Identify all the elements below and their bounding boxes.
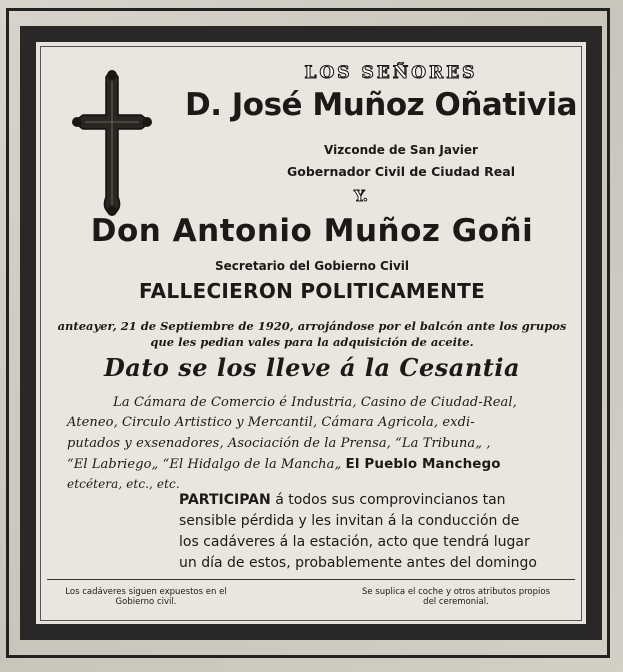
ornate-cross-icon xyxy=(71,67,153,217)
participan-line-4: un día de estos, probablemente antes del domingo xyxy=(179,555,537,571)
signatories-line-5: etcétera, etc., etc. xyxy=(67,477,180,491)
footer-left-note: Los cadáveres siguen expuestos en el Gobierno civil. xyxy=(65,587,227,607)
signatories-line-2: Ateneo, Circulo Artistico y Mercantil, Cámara Agricola, exdi- xyxy=(67,415,475,430)
circumstance-line-1: anteayer, 21 de Septiembre de 1920, arrojándose por el balcón ante los grupos xyxy=(57,319,567,333)
participan-line-1-rest: á todos sus comprovincianos tan xyxy=(275,492,506,508)
participan-line-3: los cadáveres á la estación, acto que tendrá lugar xyxy=(179,534,530,550)
headline: FALLECIERON POLITICAMENTE xyxy=(138,279,486,303)
person1-title-vizconde: Vizconde de San Javier xyxy=(324,143,478,157)
person2-name: Don Antonio Muñoz Goñi xyxy=(90,213,534,249)
person1-title-gobernador: Gobernador Civil de Ciudad Real xyxy=(287,164,515,179)
obituary-notice xyxy=(40,46,582,621)
signatories-line-4 xyxy=(67,456,563,472)
participan-line-2: sensible pérdida y les invitan á la conducción de xyxy=(179,513,520,529)
participan-line-1 xyxy=(179,492,563,508)
participan-word: PARTICIPAN xyxy=(179,492,271,508)
conjunction-y: Y. xyxy=(354,187,368,205)
person1-name: D. José Muñoz Oñativia xyxy=(184,87,578,123)
footer-divider xyxy=(47,579,575,580)
footer-right-note: Se suplica el coche y otros atributos propios del ceremonial. xyxy=(361,587,551,607)
signatories-line-3: putados y exsenadores, Asociación de la Prensa, “La Tribuna„ , xyxy=(67,436,491,451)
signatories-pueblo-manchego: El Pueblo Manchego xyxy=(345,456,501,472)
signatories-line-1: La Cámara de Comercio é Industria, Casino de Ciudad-Real, xyxy=(113,395,517,410)
circumstance-line-2: que les pedian vales para la adquisición de aceite. xyxy=(150,335,474,349)
heading-los-senores: LOS SEÑORES xyxy=(304,63,478,83)
person2-title: Secretario del Gobierno Civil xyxy=(214,259,410,273)
subheadline: Dato se los lleve á la Cesantia xyxy=(103,353,521,382)
signatories-newspapers: “El Labriego„ “El Hidalgo de la Mancha„ xyxy=(67,457,342,472)
